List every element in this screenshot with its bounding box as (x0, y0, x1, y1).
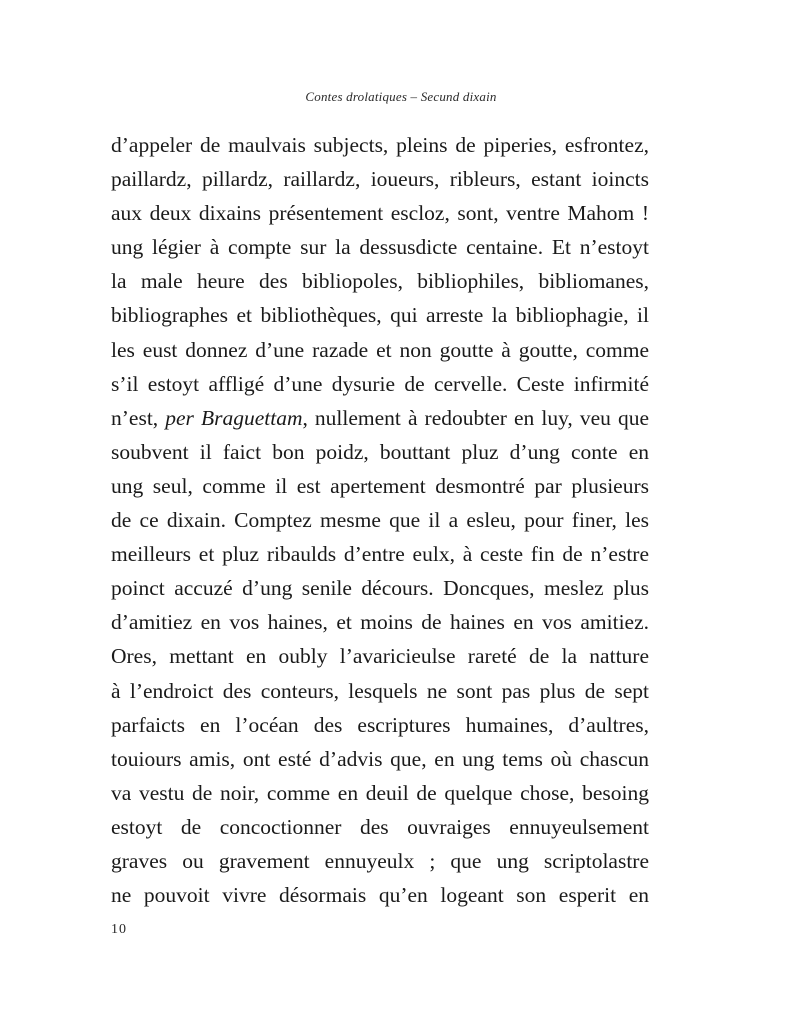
text-line: touiours amis, ont esté d’advis que, en ung tems où chascun (111, 746, 649, 771)
text-line: aux deux dixains présentement escloz, sont, ventre Mahom ! (111, 201, 649, 226)
text-line: paillardz, pillardz, raillardz, ioueurs, ribleurs, estant ioincts (111, 167, 649, 192)
text-line: à l’endroict des conteurs, lesquels ne sont pas plus de sept (111, 678, 649, 703)
text-line: ne pouvoit vivre désormais qu’en logeant son esperit en (111, 883, 649, 908)
text-line: estoyt de concoctionner des ouvraiges ennuyeulsement (111, 814, 649, 839)
text-line: la male heure des bibliopoles, bibliophiles, bibliomanes, (111, 269, 649, 294)
text-line: graves ou gravement ennuyeulx ; que ung scriptolastre (111, 848, 649, 873)
text-line: meilleurs et pluz ribaulds d’entre eulx, à ceste fin de n’estre (111, 542, 649, 567)
text-line: ung seul, comme il est apertement desmontré par plusieurs (111, 473, 649, 498)
text-line: ung légier à compte sur la dessusdicte centaine. Et n’estoyt (111, 235, 649, 260)
page-number: 10 (111, 922, 127, 937)
text-line: d’amitiez en vos haines, et moins de haines en vos amitiez. (111, 610, 649, 635)
body-text (111, 128, 649, 912)
text-line: parfaicts en l’océan des escriptures humaines, d’aultres, (111, 712, 649, 737)
italic-phrase: per Braguettam (165, 405, 303, 430)
text-line: bibliographes et bibliothèques, qui arreste la bibliophagie, il (111, 303, 649, 328)
text-line: d’appeler de maulvais subjects, pleins de piperies, esfrontez, (111, 133, 649, 157)
text-line-with-italic (111, 401, 649, 435)
text-line: de ce dixain. Comptez mesme que il a esleu, pour finer, les (111, 508, 649, 533)
text-line: va vestu de noir, comme en deuil de quelque chose, besoing (111, 780, 649, 805)
text-line: Ores, mettant en oubly l’avaricieulse rareté de la natture (111, 644, 649, 669)
line-segment-pre: n’est, (111, 405, 166, 430)
text-line: soubvent il faict bon poidz, bouttant pluz d’ung conte en (111, 439, 649, 464)
line-segment-post: , nullement à redoubter en luy, veu que (302, 405, 650, 430)
text-line: s’il estoyt affligé d’une dysurie de cervelle. Ceste infirmité (111, 371, 649, 396)
running-head: Contes drolatiques – Secund dixain (305, 89, 497, 104)
text-line: poinct accuzé d’ung senile décours. Doncques, meslez plus (111, 576, 649, 601)
text-line: les eust donnez d’une razade et non goutte à goutte, comme (111, 337, 649, 362)
